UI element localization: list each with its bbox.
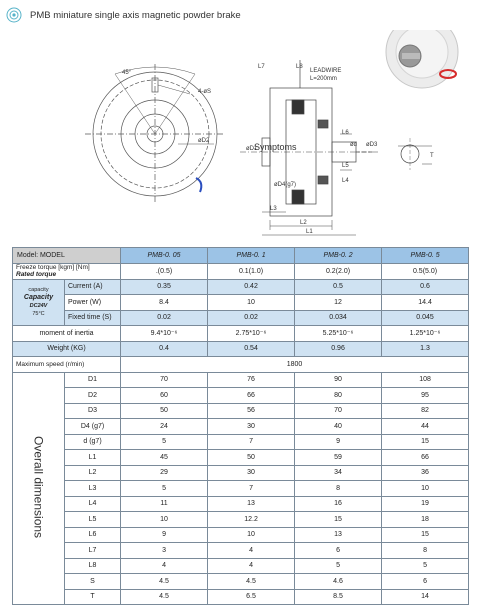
l2-label: L2 (300, 220, 307, 226)
dimension-name: L5 (65, 512, 121, 528)
table-cell: 8.5 (295, 589, 382, 605)
dimension-name: D3 (65, 403, 121, 419)
l6-label: L6 (342, 130, 349, 136)
table-cell: 30 (208, 419, 295, 435)
d1-label: øD1 (246, 146, 258, 152)
dimension-name: L6 (65, 527, 121, 543)
table-cell: 66 (382, 450, 469, 466)
max-speed-value: 1800 (121, 357, 469, 373)
technical-drawing (0, 30, 480, 244)
l3-label: L3 (270, 206, 277, 212)
model-column-pmb-05: PMB-0. 5 (382, 248, 469, 264)
table-cell: 3 (121, 543, 208, 559)
overall-dimensions-label: Overall dimensions (13, 372, 65, 605)
model-column-pmb-02: PMB-0. 2 (295, 248, 382, 264)
table-cell: 90 (295, 372, 382, 388)
table-cell: 0.6 (382, 279, 469, 295)
table-cell: 4 (121, 558, 208, 574)
table-cell: 13 (208, 496, 295, 512)
table-cell: 0.1(1.0) (208, 264, 295, 280)
l8-label: L8 (296, 64, 303, 70)
table-cell: 4.5 (121, 589, 208, 605)
table-cell: 0.96 (295, 341, 382, 357)
table-cell: 0.5(5.0) (382, 264, 469, 280)
table-cell: 0.02 (208, 310, 295, 326)
table-row-fixed-time (13, 310, 469, 326)
table-cell: 0.045 (382, 310, 469, 326)
dimension-name: L1 (65, 450, 121, 466)
table-cell: 66 (208, 388, 295, 404)
table-cell: 0.034 (295, 310, 382, 326)
dimension-name: D2 (65, 388, 121, 404)
table-cell: 5.25*10⁻⁶ (295, 326, 382, 342)
table-row-inertia (13, 326, 469, 342)
table-cell: 29 (121, 465, 208, 481)
page-title: PMB miniature single axis magnetic powder brake (30, 9, 241, 21)
table-cell: 15 (382, 434, 469, 450)
model-column-pmb-005: PMB-0. 05 (121, 248, 208, 264)
table-cell: 14 (382, 589, 469, 605)
l4-label: L4 (342, 178, 349, 184)
table-row-max-speed (13, 357, 469, 373)
table-cell: 8 (295, 481, 382, 497)
table-cell: 24 (121, 419, 208, 435)
table-cell: 2.75*10⁻⁶ (208, 326, 295, 342)
table-cell: 76 (208, 372, 295, 388)
table-row-l4 (13, 496, 469, 512)
table-cell: 5 (382, 558, 469, 574)
table-cell: 0.2(2.0) (295, 264, 382, 280)
table-row-d3 (13, 403, 469, 419)
table-row-l6 (13, 527, 469, 543)
page-header (6, 4, 241, 26)
table-cell: 50 (121, 403, 208, 419)
table-row-l1 (13, 450, 469, 466)
table-cell: 4 (208, 543, 295, 559)
table-cell: 5 (121, 481, 208, 497)
table-cell: 80 (295, 388, 382, 404)
table-cell: 6 (295, 543, 382, 559)
hole-label: 4-øS (198, 89, 212, 95)
table-cell: 12.2 (208, 512, 295, 528)
d3-label: øD3 (366, 142, 378, 148)
table-row-d (13, 434, 469, 450)
table-cell: 10 (382, 481, 469, 497)
table-row-t (13, 589, 469, 605)
table-cell: 44 (382, 419, 469, 435)
table-cell: 34 (295, 465, 382, 481)
table-cell: 70 (295, 403, 382, 419)
model-header: Model: MODEL (13, 248, 121, 264)
table-cell: 40 (295, 419, 382, 435)
dimension-name: L8 (65, 558, 121, 574)
table-cell: 50 (208, 450, 295, 466)
table-row-s (13, 574, 469, 590)
d4-label: øD4(g7) (274, 182, 297, 188)
table-cell: 0.35 (121, 279, 208, 295)
table-cell: .(0.5) (121, 264, 208, 280)
table-cell: 14.4 (382, 295, 469, 311)
table-cell: 7 (208, 434, 295, 450)
table-cell: 0.54 (208, 341, 295, 357)
table-cell: 56 (208, 403, 295, 419)
table-cell: 4.6 (295, 574, 382, 590)
max-speed-label: Maximum speed (r/min) (13, 357, 121, 373)
table-row-torque (13, 264, 469, 280)
table-row-d2 (13, 388, 469, 404)
capacity-label: capacity Capacity DC24V 75°C (13, 279, 65, 326)
table-row-l7 (13, 543, 469, 559)
dimension-name: D4 (g7) (65, 419, 121, 435)
table-cell: 108 (382, 372, 469, 388)
table-cell: 8.4 (121, 295, 208, 311)
table-cell: 4 (208, 558, 295, 574)
table-cell: 9.4*10⁻⁶ (121, 326, 208, 342)
table-cell: 0.5 (295, 279, 382, 295)
table-cell: 59 (295, 450, 382, 466)
dimension-name: L3 (65, 481, 121, 497)
leadwire-label: LEADWIRE (310, 68, 342, 74)
table-cell: 4.5 (208, 574, 295, 590)
flower-logo-icon (6, 7, 22, 23)
table-row-l8 (13, 558, 469, 574)
table-cell: 4.5 (121, 574, 208, 590)
watermark-text: Symptoms (254, 142, 297, 152)
table-cell: 45 (121, 450, 208, 466)
table-cell: 10 (208, 527, 295, 543)
table-cell: 16 (295, 496, 382, 512)
table-cell: 6.5 (208, 589, 295, 605)
inertia-label: moment of inertia (13, 326, 121, 342)
row-label: Power (W) (65, 295, 121, 311)
table-header-row (13, 248, 469, 264)
table-cell: 13 (295, 527, 382, 543)
table-row-l3 (13, 481, 469, 497)
table-row-d1 (13, 372, 469, 388)
table-cell: 12 (295, 295, 382, 311)
table-cell: 5 (121, 434, 208, 450)
table-cell: 8 (382, 543, 469, 559)
table-cell: 9 (121, 527, 208, 543)
table-cell: 0.42 (208, 279, 295, 295)
table-cell: 0.02 (121, 310, 208, 326)
table-cell: 95 (382, 388, 469, 404)
dimension-name: d (g7) (65, 434, 121, 450)
table-row-l2 (13, 465, 469, 481)
l5-label: L5 (342, 163, 349, 169)
table-cell: 15 (382, 527, 469, 543)
table-cell: 10 (121, 512, 208, 528)
table-row-power (13, 295, 469, 311)
model-column-pmb-01: PMB-0. 1 (208, 248, 295, 264)
d-label: ød (350, 142, 358, 148)
row-label: Current (A) (65, 279, 121, 295)
dimension-name: L7 (65, 543, 121, 559)
dimension-name: L2 (65, 465, 121, 481)
product-photo (386, 30, 458, 88)
table-cell: 19 (382, 496, 469, 512)
dimension-name: T (65, 589, 121, 605)
table-cell: 5 (295, 558, 382, 574)
table-cell: 82 (382, 403, 469, 419)
dimension-name: D1 (65, 372, 121, 388)
angle-label: 45° (122, 70, 132, 76)
table-cell: 0.4 (121, 341, 208, 357)
table-row-l5 (13, 512, 469, 528)
l1-label: L1 (306, 229, 313, 235)
table-cell: 9 (295, 434, 382, 450)
table-cell: 60 (121, 388, 208, 404)
table-cell: 1.3 (382, 341, 469, 357)
dimension-name: L4 (65, 496, 121, 512)
spec-table (12, 247, 469, 605)
table-cell: 70 (121, 372, 208, 388)
front-view (85, 64, 225, 204)
table-cell: 1.25*10⁻⁶ (382, 326, 469, 342)
table-cell: 18 (382, 512, 469, 528)
leadwire-length-label: L=200mm (310, 76, 337, 82)
weight-label: Weight (KG) (13, 341, 121, 357)
t-label: T (430, 153, 434, 159)
shaft-end-view (398, 138, 432, 170)
table-row-weight (13, 341, 469, 357)
d2-label: øD2 (198, 138, 210, 144)
table-row-d4 (13, 419, 469, 435)
torque-label: Freeze torque [kgm] [Nm] Rated torque (13, 264, 121, 280)
table-cell: 11 (121, 496, 208, 512)
table-row-current (13, 279, 469, 295)
row-label: Fixed time (S) (65, 310, 121, 326)
table-cell: 7 (208, 481, 295, 497)
table-cell: 15 (295, 512, 382, 528)
table-cell: 30 (208, 465, 295, 481)
table-cell: 36 (382, 465, 469, 481)
table-cell: 10 (208, 295, 295, 311)
dimension-name: S (65, 574, 121, 590)
l7-label: L7 (258, 64, 265, 70)
table-cell: 6 (382, 574, 469, 590)
